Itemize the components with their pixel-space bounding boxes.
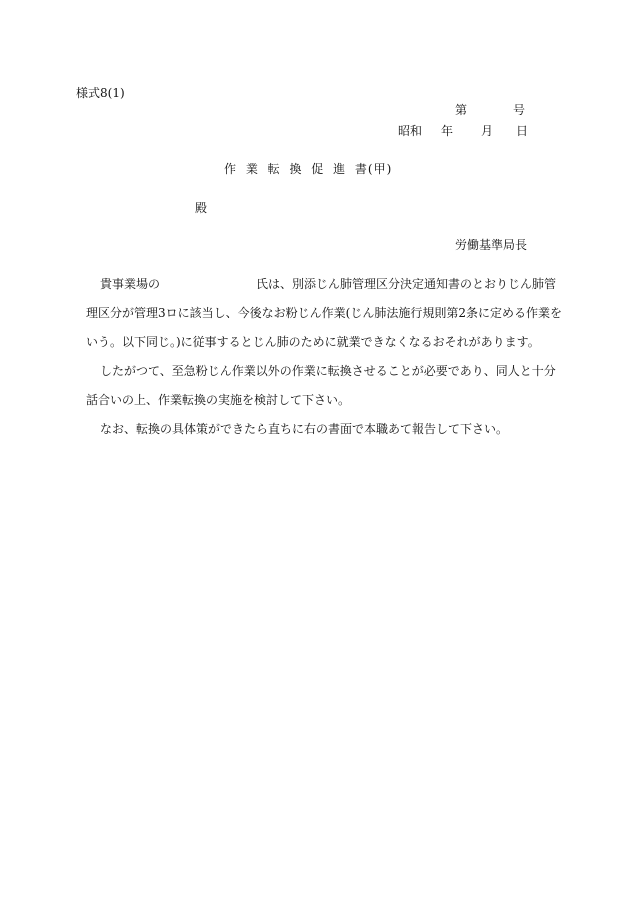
body-line <box>86 270 556 299</box>
body-line: 理区分が管理3ロに該当し、今後なお粉じん作業(じん肺法施行規則第2条に定める作業を <box>86 306 562 320</box>
document-number-prefix: 第 <box>455 103 468 117</box>
date-month: 月 <box>481 124 494 138</box>
body-line: したがつて、至急粉じん作業以外の作業に転換させることが必要であり、同人と十分 <box>100 364 556 378</box>
date-era: 昭和 <box>398 124 423 138</box>
date-day: 日 <box>516 124 529 138</box>
recipient-honorific: 殿 <box>195 201 208 215</box>
date-year: 年 <box>441 124 454 138</box>
body-line: いう。以下同じ。)に従事するとじん肺のために就業できなくなるおそれがあります。 <box>86 335 540 349</box>
document-title: 作 業 転 換 促 進 書(甲) <box>224 162 393 176</box>
body-line: なお、転換の具体策ができたら直ちに右の書面で本職あて報告して下さい。 <box>100 422 509 436</box>
issuer: 労働基準局長 <box>455 238 528 252</box>
body-line: 話合いの上、作業転換の実施を検討して下さい。 <box>86 393 351 407</box>
document-body <box>86 270 562 444</box>
body-text: 氏は、別添じん肺管理区分決定通知書のとおりじん肺管 <box>256 277 557 291</box>
document-number-suffix: 号 <box>513 103 526 117</box>
body-text: 貴事業場の <box>100 277 161 291</box>
form-number: 様式8(1) <box>76 86 125 100</box>
